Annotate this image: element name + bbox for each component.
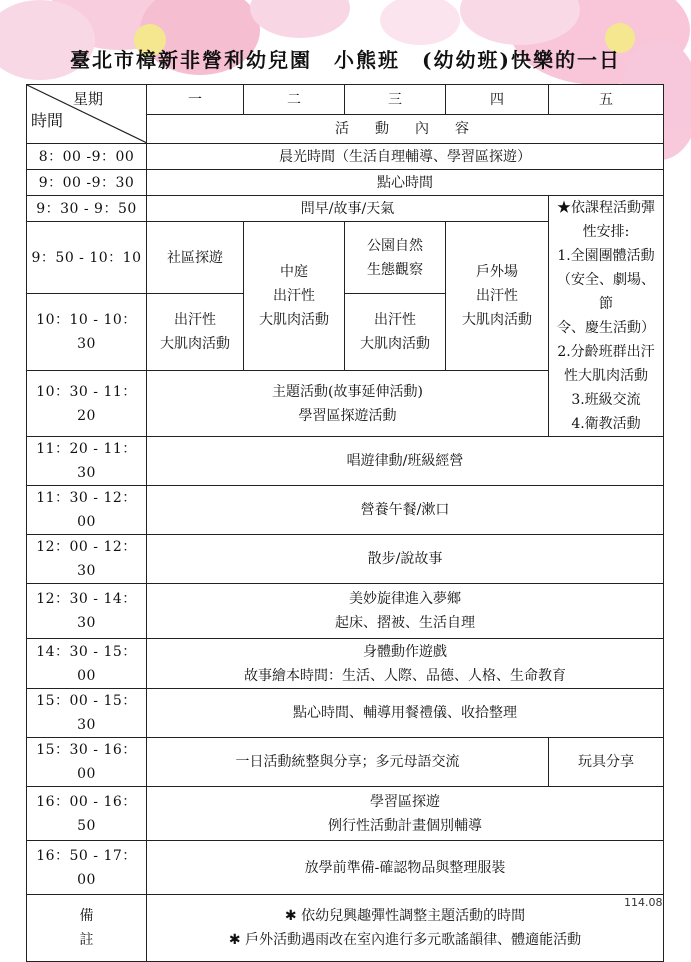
activity-content-header: 活 動 內 容 bbox=[147, 115, 664, 144]
time-slot: 16：00 - 16：50 bbox=[27, 787, 147, 841]
time-slot: 8：00 -9：00 bbox=[27, 144, 147, 170]
day-monday: 一 bbox=[147, 85, 244, 115]
activity-cell: 問早/故事/天氣 bbox=[147, 196, 549, 222]
table-row bbox=[27, 584, 664, 639]
table-row bbox=[27, 639, 664, 689]
time-slot: 10：30 - 11：20 bbox=[27, 371, 147, 437]
table-row bbox=[27, 486, 664, 535]
monday-activity: 社區探遊 bbox=[147, 222, 244, 294]
header-row bbox=[27, 85, 664, 115]
table-row bbox=[27, 170, 664, 196]
day-thursday: 四 bbox=[446, 85, 549, 115]
activity-cell: 放學前準備-確認物品與整理服裝 bbox=[147, 841, 664, 895]
time-slot: 14：30 - 15：00 bbox=[27, 639, 147, 689]
friday-flexible-note: ★依課程活動彈 性安排: 1.全園團體活動 （安全、劇場、節 令、慶生活動） 2.分齡班群出汗 性大肌肉活動 3.班級交流 4.衛教活動 bbox=[549, 196, 664, 437]
version-number: 114.08 bbox=[624, 896, 663, 909]
activity-cell: 主題活動(故事延伸活動) 學習區探遊活動 bbox=[147, 371, 549, 437]
note-item: ✱ 戶外活動遇雨改在室內進行多元歌謠韻律、體適能活動 bbox=[228, 932, 582, 948]
wednesday-activity: 出汗性 大肌肉活動 bbox=[345, 294, 446, 371]
day-friday: 五 bbox=[549, 85, 664, 115]
activity-cell: 散步/說故事 bbox=[147, 535, 664, 584]
table-row bbox=[27, 787, 664, 841]
tuesday-activity: 中庭 出汗性 大肌肉活動 bbox=[244, 222, 345, 371]
time-slot: 15：30 - 16：00 bbox=[27, 738, 147, 787]
time-slot: 11：20 - 11：30 bbox=[27, 437, 147, 486]
table-row bbox=[27, 738, 664, 787]
time-slot: 9：00 -9：30 bbox=[27, 170, 147, 196]
notes-content bbox=[147, 895, 664, 962]
time-slot: 11：30 - 12：00 bbox=[27, 486, 147, 535]
time-slot: 16：50 - 17：00 bbox=[27, 841, 147, 895]
table-row bbox=[27, 841, 664, 895]
table-row bbox=[27, 196, 664, 222]
table-row bbox=[27, 535, 664, 584]
time-slot: 15：00 - 15：30 bbox=[27, 689, 147, 738]
time-slot: 9：50 - 10：10 bbox=[27, 222, 147, 294]
table-row bbox=[27, 689, 664, 738]
note-item: ✱ 依幼兒興趣彈性調整主題活動的時間 bbox=[284, 908, 526, 924]
activity-cell: 晨光時間（生活自理輔導、學習區探遊） bbox=[147, 144, 664, 170]
notes-label: 備 註 bbox=[27, 895, 147, 962]
monday-activity: 出汗性 大肌肉活動 bbox=[147, 294, 244, 371]
wednesday-activity: 公園自然 生態觀察 bbox=[345, 222, 446, 294]
time-slot: 9：30 - 9：50 bbox=[27, 196, 147, 222]
activity-cell: 唱遊律動/班級經營 bbox=[147, 437, 664, 486]
daily-schedule-table bbox=[26, 84, 664, 962]
notes-row bbox=[27, 895, 664, 962]
activity-cell: 點心時間 bbox=[147, 170, 664, 196]
day-wednesday: 三 bbox=[345, 85, 446, 115]
activity-cell: 點心時間、輔導用餐禮儀、收拾整理 bbox=[147, 689, 664, 738]
page-title: 臺北市樟新非營利幼兒園 小熊班 (幼幼班)快樂的一日 bbox=[70, 48, 621, 72]
activity-cell: 身體動作遊戲 故事繪本時間：生活、人際、品德、人格、生命教育 bbox=[147, 639, 664, 689]
table-row bbox=[27, 144, 664, 170]
time-slot: 12：00 - 12：30 bbox=[27, 535, 147, 584]
activity-cell: 營養午餐/漱口 bbox=[147, 486, 664, 535]
table-row bbox=[27, 437, 664, 486]
time-slot: 10：10 - 10：30 bbox=[27, 294, 147, 371]
activity-cell: 學習區探遊 例行性活動計畫個別輔導 bbox=[147, 787, 664, 841]
day-tuesday: 二 bbox=[244, 85, 345, 115]
thursday-activity: 戶外場 出汗性 大肌肉活動 bbox=[446, 222, 549, 371]
activity-cell: 美妙旋律進入夢鄉 起床、摺被、生活自理 bbox=[147, 584, 664, 639]
activity-cell: 一日活動統整與分享；多元母語交流 bbox=[147, 738, 549, 787]
week-label: 星期 bbox=[73, 90, 104, 108]
time-slot: 12：30 - 14：30 bbox=[27, 584, 147, 639]
time-label: 時間 bbox=[31, 111, 64, 130]
friday-activity: 玩具分享 bbox=[549, 738, 664, 787]
header-corner bbox=[27, 85, 147, 144]
